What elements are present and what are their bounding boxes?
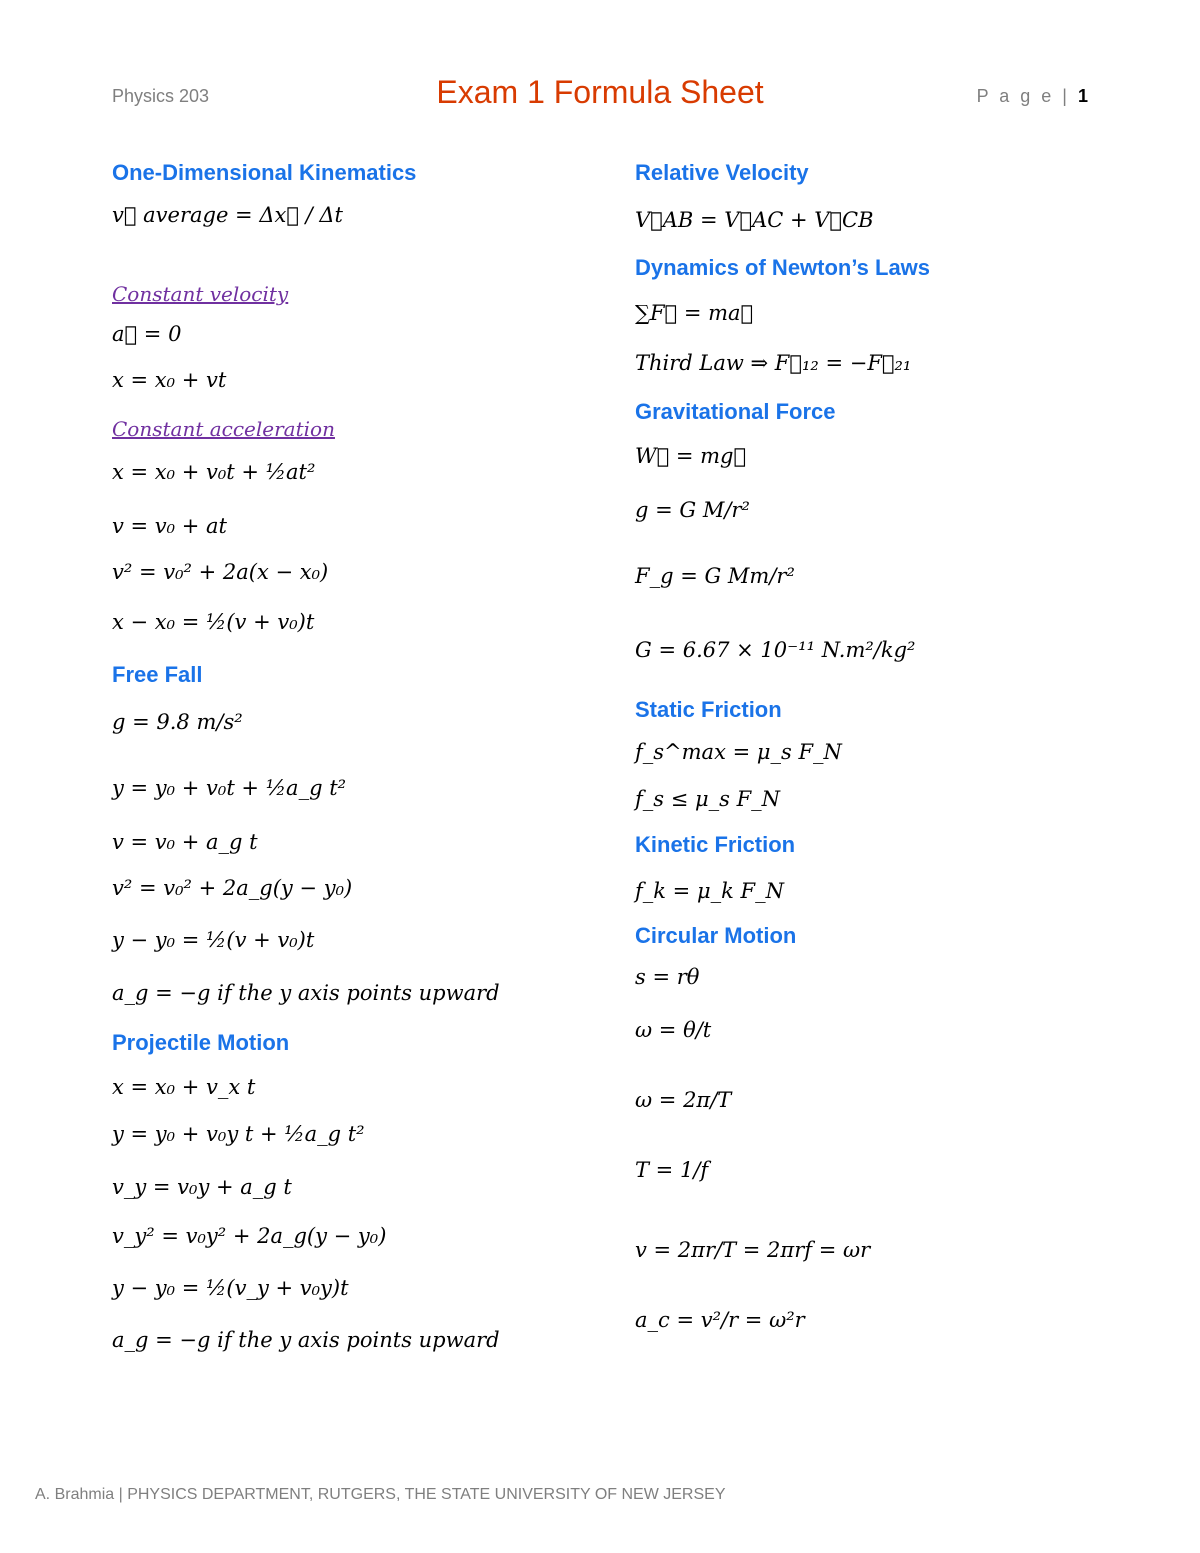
page-number — [977, 86, 1088, 107]
left-formula: y = y₀ + v₀y t + ½a_g t² — [112, 1122, 365, 1146]
right-formula: ω = 2π/T — [635, 1088, 732, 1112]
left-section-heading: One-Dimensional Kinematics — [112, 160, 417, 185]
right-formula: Third Law ⇒ F⃗₁₂ = −F⃗₂₁ — [635, 351, 912, 375]
right-formula: T = 1/f — [635, 1158, 709, 1182]
right-section-heading: Kinetic Friction — [635, 832, 796, 857]
left-formula: v = v₀ + at — [112, 514, 227, 538]
right-formula: f_k = μ_k F_N — [635, 879, 784, 903]
right-formula: ω = θ/t — [635, 1018, 712, 1042]
right-formula: a_c = v²/r = ω²r — [635, 1308, 805, 1332]
page-label: P a g e | — [976, 86, 1078, 106]
left-formula: a_g = −g if the y axis points upward — [112, 981, 500, 1005]
right-formula: v = 2πr/T = 2πrf = ωr — [635, 1238, 871, 1262]
left-formula: a_g = −g if the y axis points upward — [112, 1328, 500, 1352]
left-subsection-heading: Constant velocity — [112, 282, 289, 306]
left-formula: x = x₀ + v₀t + ½at² — [112, 460, 316, 484]
page-footer: A. Brahmia | PHYSICS DEPARTMENT, RUTGERS, THE STATE UNIVERSITY OF NEW JERSEY — [35, 1486, 726, 1503]
right-section-heading: Circular Motion — [635, 923, 797, 948]
right-formula: V⃗AB = V⃗AC + V⃗CB — [635, 208, 874, 232]
left-section-heading: Projectile Motion — [112, 1030, 290, 1055]
right-formula: W⃗ = mg⃗ — [635, 444, 747, 468]
right-section-heading: Gravitational Force — [635, 399, 836, 424]
page-number-value: 1 — [1077, 86, 1088, 106]
left-formula: v_y = v₀y + a_g t — [112, 1175, 292, 1199]
left-formula: x = x₀ + vt — [112, 368, 227, 392]
left-formula: v² = v₀² + 2a_g(y − y₀) — [112, 876, 353, 900]
right-section-heading: Static Friction — [635, 697, 782, 722]
page-title: Exam 1 Formula Sheet — [436, 74, 764, 110]
course-label: Physics 203 — [112, 86, 210, 106]
left-formula: x − x₀ = ½(v + v₀)t — [112, 610, 315, 634]
right-formula: ∑F⃗ = ma⃗ — [635, 301, 754, 325]
left-formula: v = v₀ + a_g t — [112, 830, 258, 854]
right-formula: G = 6.67 × 10⁻¹¹ N.m²/kg² — [635, 638, 916, 662]
right-formula: f_s ≤ μ_s F_N — [635, 787, 781, 811]
left-subsection-heading: Constant acceleration — [112, 417, 335, 441]
right-formula: s = rθ — [635, 965, 700, 989]
right-section-heading: Relative Velocity — [635, 160, 809, 185]
right-section-heading: Dynamics of Newton’s Laws — [635, 255, 931, 280]
left-formula: a⃗ = 0 — [112, 322, 182, 346]
left-formula: v² = v₀² + 2a(x − x₀) — [112, 560, 329, 584]
left-formula: v⃗ average = Δx⃗ / Δt — [112, 203, 343, 227]
left-formula: g = 9.8 m/s² — [112, 710, 243, 734]
left-formula: x = x₀ + v_x t — [112, 1075, 256, 1099]
left-formula: v_y² = v₀y² + 2a_g(y − y₀) — [112, 1224, 387, 1248]
left-formula: y − y₀ = ½(v_y + v₀y)t — [112, 1276, 349, 1300]
left-formula: y − y₀ = ½(v + v₀)t — [112, 928, 315, 952]
right-formula: F_g = G Mm/r² — [635, 564, 795, 588]
left-section-heading: Free Fall — [112, 662, 203, 687]
right-formula: g = G M/r² — [635, 498, 750, 522]
left-formula: y = y₀ + v₀t + ½a_g t² — [112, 776, 347, 800]
right-formula: f_s^max = μ_s F_N — [635, 740, 842, 764]
